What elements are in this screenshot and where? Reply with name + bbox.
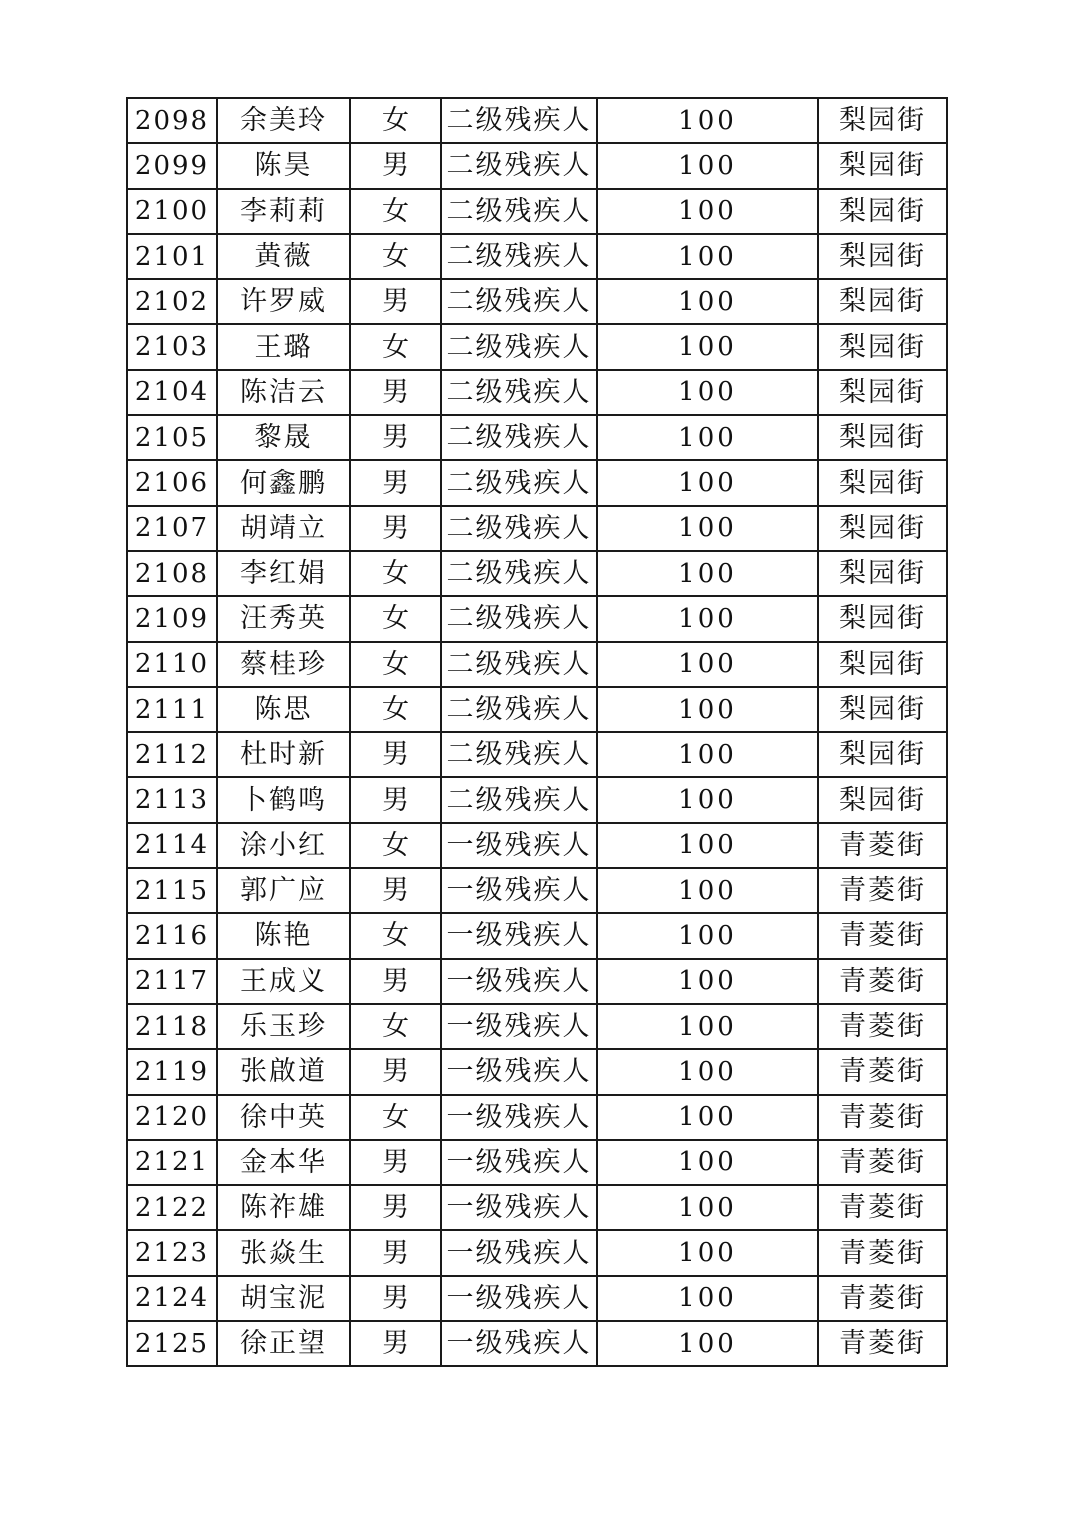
street-cell: 梨园街 bbox=[818, 279, 947, 324]
name-cell: 金本华 bbox=[217, 1140, 350, 1185]
name-cell: 乐玉珍 bbox=[217, 1004, 350, 1049]
disability-level-cell: 二级残疾人 bbox=[441, 777, 597, 822]
serial-number-cell: 2099 bbox=[127, 143, 217, 188]
name-cell: 汪秀英 bbox=[217, 596, 350, 641]
disability-level-cell: 一级残疾人 bbox=[441, 1095, 597, 1140]
disability-level-cell: 二级残疾人 bbox=[441, 732, 597, 777]
serial-number-cell: 2123 bbox=[127, 1230, 217, 1275]
serial-number-cell: 2122 bbox=[127, 1185, 217, 1230]
disability-level-cell: 二级残疾人 bbox=[441, 189, 597, 234]
street-cell: 梨园街 bbox=[818, 143, 947, 188]
table-row bbox=[127, 959, 947, 1004]
disability-level-cell: 二级残疾人 bbox=[441, 324, 597, 369]
table-row bbox=[127, 732, 947, 777]
name-cell: 陈艳 bbox=[217, 913, 350, 958]
serial-number-cell: 2104 bbox=[127, 370, 217, 415]
gender-cell: 男 bbox=[350, 370, 441, 415]
amount-cell: 100 bbox=[597, 189, 818, 234]
street-cell: 青菱街 bbox=[818, 823, 947, 868]
name-cell: 李莉莉 bbox=[217, 189, 350, 234]
name-cell: 徐正望 bbox=[217, 1321, 350, 1366]
serial-number-cell: 2102 bbox=[127, 279, 217, 324]
serial-number-cell: 2125 bbox=[127, 1321, 217, 1366]
street-cell: 青菱街 bbox=[818, 913, 947, 958]
gender-cell: 男 bbox=[350, 868, 441, 913]
serial-number-cell: 2121 bbox=[127, 1140, 217, 1185]
gender-cell: 女 bbox=[350, 823, 441, 868]
name-cell: 涂小红 bbox=[217, 823, 350, 868]
amount-cell: 100 bbox=[597, 687, 818, 732]
name-cell: 胡宝泥 bbox=[217, 1276, 350, 1321]
amount-cell: 100 bbox=[597, 823, 818, 868]
disability-level-cell: 一级残疾人 bbox=[441, 1321, 597, 1366]
serial-number-cell: 2119 bbox=[127, 1049, 217, 1094]
table-row bbox=[127, 687, 947, 732]
table-row bbox=[127, 1230, 947, 1275]
table-row bbox=[127, 279, 947, 324]
disability-level-cell: 一级残疾人 bbox=[441, 913, 597, 958]
name-cell: 卜鹤鸣 bbox=[217, 777, 350, 822]
street-cell: 梨园街 bbox=[818, 415, 947, 460]
gender-cell: 男 bbox=[350, 506, 441, 551]
gender-cell: 男 bbox=[350, 1230, 441, 1275]
table-row bbox=[127, 234, 947, 279]
disability-level-cell: 二级残疾人 bbox=[441, 234, 597, 279]
table-row bbox=[127, 1049, 947, 1094]
street-cell: 青菱街 bbox=[818, 959, 947, 1004]
amount-cell: 100 bbox=[597, 1276, 818, 1321]
table-row bbox=[127, 642, 947, 687]
street-cell: 青菱街 bbox=[818, 1004, 947, 1049]
name-cell: 张焱生 bbox=[217, 1230, 350, 1275]
amount-cell: 100 bbox=[597, 596, 818, 641]
table-row bbox=[127, 415, 947, 460]
table-row bbox=[127, 143, 947, 188]
serial-number-cell: 2103 bbox=[127, 324, 217, 369]
amount-cell: 100 bbox=[597, 732, 818, 777]
serial-number-cell: 2124 bbox=[127, 1276, 217, 1321]
serial-number-cell: 2106 bbox=[127, 460, 217, 505]
amount-cell: 100 bbox=[597, 324, 818, 369]
disability-level-cell: 二级残疾人 bbox=[441, 551, 597, 596]
gender-cell: 男 bbox=[350, 732, 441, 777]
name-cell: 张啟道 bbox=[217, 1049, 350, 1094]
disability-level-cell: 一级残疾人 bbox=[441, 1230, 597, 1275]
street-cell: 梨园街 bbox=[818, 551, 947, 596]
street-cell: 青菱街 bbox=[818, 1230, 947, 1275]
gender-cell: 女 bbox=[350, 642, 441, 687]
street-cell: 梨园街 bbox=[818, 460, 947, 505]
table-row bbox=[127, 370, 947, 415]
gender-cell: 男 bbox=[350, 1276, 441, 1321]
serial-number-cell: 2101 bbox=[127, 234, 217, 279]
serial-number-cell: 2114 bbox=[127, 823, 217, 868]
table-row bbox=[127, 868, 947, 913]
disability-level-cell: 二级残疾人 bbox=[441, 279, 597, 324]
street-cell: 青菱街 bbox=[818, 1095, 947, 1140]
street-cell: 梨园街 bbox=[818, 687, 947, 732]
table-row bbox=[127, 913, 947, 958]
gender-cell: 女 bbox=[350, 324, 441, 369]
gender-cell: 女 bbox=[350, 189, 441, 234]
serial-number-cell: 2105 bbox=[127, 415, 217, 460]
street-cell: 梨园街 bbox=[818, 506, 947, 551]
name-cell: 杜时新 bbox=[217, 732, 350, 777]
name-cell: 王璐 bbox=[217, 324, 350, 369]
table-row bbox=[127, 189, 947, 234]
street-cell: 青菱街 bbox=[818, 1276, 947, 1321]
amount-cell: 100 bbox=[597, 913, 818, 958]
disability-level-cell: 一级残疾人 bbox=[441, 1276, 597, 1321]
table-row bbox=[127, 596, 947, 641]
name-cell: 徐中英 bbox=[217, 1095, 350, 1140]
street-cell: 梨园街 bbox=[818, 324, 947, 369]
amount-cell: 100 bbox=[597, 1185, 818, 1230]
disability-level-cell: 二级残疾人 bbox=[441, 506, 597, 551]
name-cell: 胡靖立 bbox=[217, 506, 350, 551]
amount-cell: 100 bbox=[597, 868, 818, 913]
gender-cell: 男 bbox=[350, 1185, 441, 1230]
disability-level-cell: 二级残疾人 bbox=[441, 642, 597, 687]
name-cell: 陈昊 bbox=[217, 143, 350, 188]
disability-level-cell: 一级残疾人 bbox=[441, 1185, 597, 1230]
disability-level-cell: 一级残疾人 bbox=[441, 1049, 597, 1094]
street-cell: 梨园街 bbox=[818, 189, 947, 234]
table-row bbox=[127, 1321, 947, 1366]
gender-cell: 男 bbox=[350, 143, 441, 188]
amount-cell: 100 bbox=[597, 1230, 818, 1275]
serial-number-cell: 2113 bbox=[127, 777, 217, 822]
gender-cell: 男 bbox=[350, 777, 441, 822]
amount-cell: 100 bbox=[597, 1095, 818, 1140]
disability-level-cell: 二级残疾人 bbox=[441, 687, 597, 732]
amount-cell: 100 bbox=[597, 279, 818, 324]
disability-level-cell: 一级残疾人 bbox=[441, 823, 597, 868]
amount-cell: 100 bbox=[597, 506, 818, 551]
serial-number-cell: 2116 bbox=[127, 913, 217, 958]
street-cell: 梨园街 bbox=[818, 596, 947, 641]
serial-number-cell: 2118 bbox=[127, 1004, 217, 1049]
gender-cell: 男 bbox=[350, 279, 441, 324]
street-cell: 梨园街 bbox=[818, 234, 947, 279]
name-cell: 黎晟 bbox=[217, 415, 350, 460]
name-cell: 陈洁云 bbox=[217, 370, 350, 415]
name-cell: 蔡桂珍 bbox=[217, 642, 350, 687]
amount-cell: 100 bbox=[597, 415, 818, 460]
street-cell: 青菱街 bbox=[818, 1185, 947, 1230]
gender-cell: 女 bbox=[350, 551, 441, 596]
disability-level-cell: 一级残疾人 bbox=[441, 1004, 597, 1049]
name-cell: 黄薇 bbox=[217, 234, 350, 279]
street-cell: 青菱街 bbox=[818, 1049, 947, 1094]
gender-cell: 男 bbox=[350, 415, 441, 460]
gender-cell: 男 bbox=[350, 1049, 441, 1094]
amount-cell: 100 bbox=[597, 1049, 818, 1094]
name-cell: 陈祚雄 bbox=[217, 1185, 350, 1230]
serial-number-cell: 2108 bbox=[127, 551, 217, 596]
table-row bbox=[127, 551, 947, 596]
amount-cell: 100 bbox=[597, 234, 818, 279]
amount-cell: 100 bbox=[597, 1140, 818, 1185]
serial-number-cell: 2115 bbox=[127, 868, 217, 913]
table-row bbox=[127, 1004, 947, 1049]
table-row bbox=[127, 1185, 947, 1230]
name-cell: 许罗威 bbox=[217, 279, 350, 324]
amount-cell: 100 bbox=[597, 777, 818, 822]
table-row bbox=[127, 98, 947, 143]
table-row bbox=[127, 1095, 947, 1140]
name-cell: 郭广应 bbox=[217, 868, 350, 913]
gender-cell: 男 bbox=[350, 1321, 441, 1366]
street-cell: 青菱街 bbox=[818, 868, 947, 913]
disability-level-cell: 一级残疾人 bbox=[441, 1140, 597, 1185]
serial-number-cell: 2109 bbox=[127, 596, 217, 641]
table-row bbox=[127, 1276, 947, 1321]
serial-number-cell: 2120 bbox=[127, 1095, 217, 1140]
gender-cell: 女 bbox=[350, 687, 441, 732]
amount-cell: 100 bbox=[597, 143, 818, 188]
amount-cell: 100 bbox=[597, 98, 818, 143]
disability-level-cell: 二级残疾人 bbox=[441, 415, 597, 460]
table-row bbox=[127, 777, 947, 822]
table-row bbox=[127, 823, 947, 868]
amount-cell: 100 bbox=[597, 551, 818, 596]
gender-cell: 女 bbox=[350, 1095, 441, 1140]
name-cell: 余美玲 bbox=[217, 98, 350, 143]
table-row bbox=[127, 460, 947, 505]
roster-body bbox=[127, 98, 947, 1366]
disability-level-cell: 一级残疾人 bbox=[441, 959, 597, 1004]
gender-cell: 女 bbox=[350, 596, 441, 641]
street-cell: 青菱街 bbox=[818, 1140, 947, 1185]
serial-number-cell: 2111 bbox=[127, 687, 217, 732]
gender-cell: 男 bbox=[350, 1140, 441, 1185]
street-cell: 梨园街 bbox=[818, 732, 947, 777]
serial-number-cell: 2110 bbox=[127, 642, 217, 687]
gender-cell: 女 bbox=[350, 913, 441, 958]
gender-cell: 女 bbox=[350, 98, 441, 143]
street-cell: 梨园街 bbox=[818, 370, 947, 415]
disability-level-cell: 二级残疾人 bbox=[441, 98, 597, 143]
street-cell: 梨园街 bbox=[818, 642, 947, 687]
disability-level-cell: 二级残疾人 bbox=[441, 370, 597, 415]
street-cell: 青菱街 bbox=[818, 1321, 947, 1366]
serial-number-cell: 2107 bbox=[127, 506, 217, 551]
name-cell: 王成义 bbox=[217, 959, 350, 1004]
serial-number-cell: 2117 bbox=[127, 959, 217, 1004]
name-cell: 陈思 bbox=[217, 687, 350, 732]
street-cell: 梨园街 bbox=[818, 777, 947, 822]
gender-cell: 女 bbox=[350, 234, 441, 279]
table-row bbox=[127, 506, 947, 551]
gender-cell: 男 bbox=[350, 460, 441, 505]
gender-cell: 女 bbox=[350, 1004, 441, 1049]
amount-cell: 100 bbox=[597, 1321, 818, 1366]
serial-number-cell: 2100 bbox=[127, 189, 217, 234]
gender-cell: 男 bbox=[350, 959, 441, 1004]
disability-level-cell: 二级残疾人 bbox=[441, 596, 597, 641]
table-row bbox=[127, 324, 947, 369]
amount-cell: 100 bbox=[597, 460, 818, 505]
amount-cell: 100 bbox=[597, 959, 818, 1004]
disability-level-cell: 二级残疾人 bbox=[441, 143, 597, 188]
roster-table bbox=[126, 97, 948, 1367]
amount-cell: 100 bbox=[597, 642, 818, 687]
disability-level-cell: 二级残疾人 bbox=[441, 460, 597, 505]
disability-level-cell: 一级残疾人 bbox=[441, 868, 597, 913]
serial-number-cell: 2098 bbox=[127, 98, 217, 143]
amount-cell: 100 bbox=[597, 370, 818, 415]
name-cell: 何鑫鹏 bbox=[217, 460, 350, 505]
serial-number-cell: 2112 bbox=[127, 732, 217, 777]
name-cell: 李红娟 bbox=[217, 551, 350, 596]
table-row bbox=[127, 1140, 947, 1185]
street-cell: 梨园街 bbox=[818, 98, 947, 143]
amount-cell: 100 bbox=[597, 1004, 818, 1049]
